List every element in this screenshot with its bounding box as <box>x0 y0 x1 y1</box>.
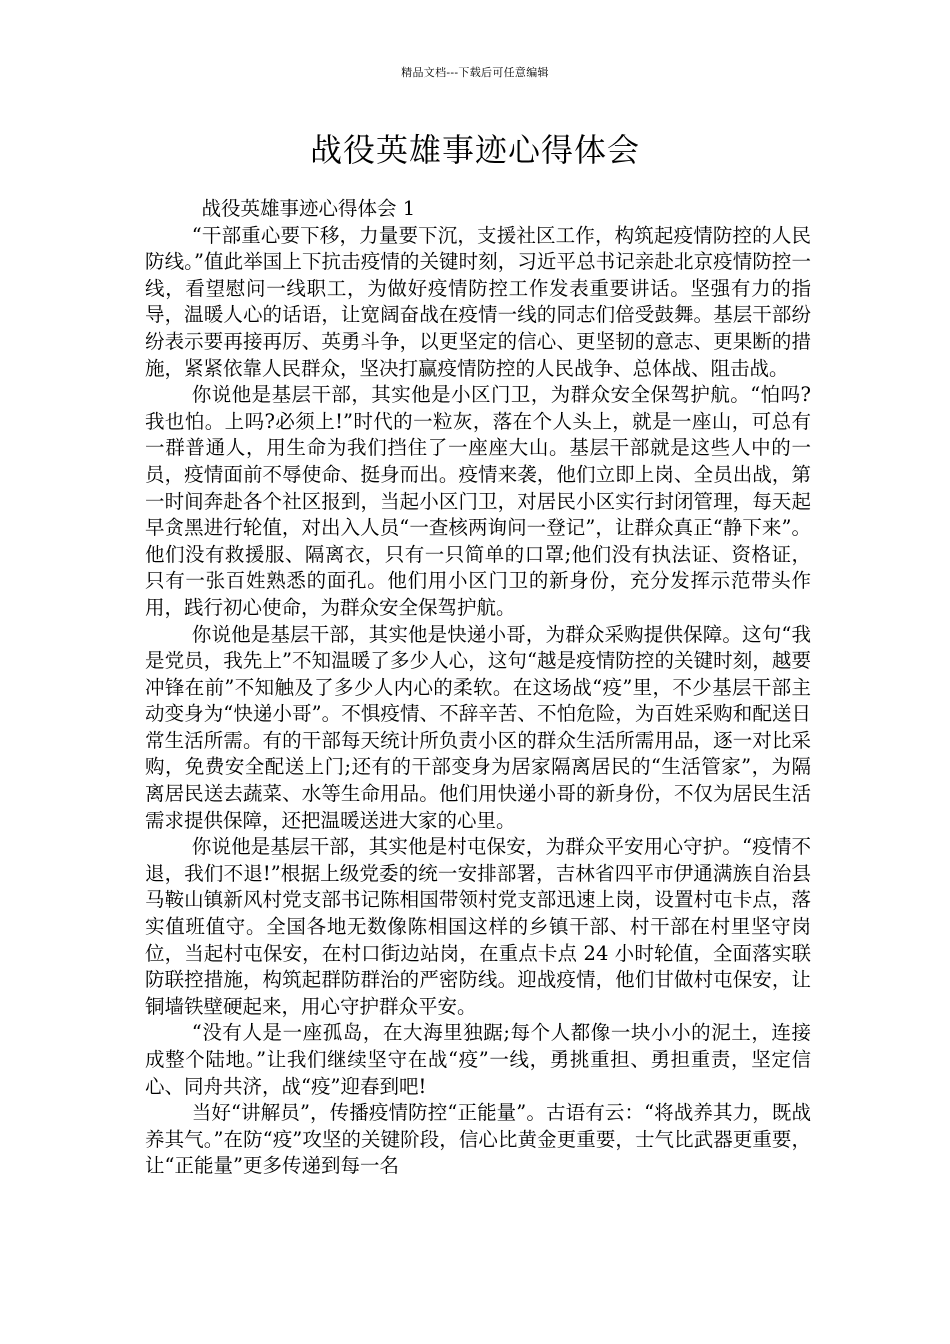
header-note: 精品文档---下载后可任意编辑 <box>401 66 549 79</box>
paragraph: “干部重心要下移，力量要下沉，支援社区工作，构筑起疫情防控的人民防线。”值此举国上下抗击疫情的关键时刻，习近平总书记亲赴北京疫情防控一线，看望慰问一线职工，为做好疫情防控工作发表重要讲话。坚强有力的指导，温暖人心的话语，让宽阔奋战在疫情一线的同志们倍受鼓舞。基层干部纷纷表示要再接再厉、英勇斗争，以更坚定的信心、更坚韧的意志、更果断的措施，紧紧依靠人民群众，坚决打赢疫情防控的人民战争、总体战、阻击战。 <box>145 223 811 380</box>
paragraph: 你说他是基层干部，其实他是村屯保安，为群众平安用心守护。“疫情不退，我们不退!”根据上级党委的统一安排部署，吉林省四平市伊通满族自治县马鞍山镇新风村党支部书记陈相国带领村党支部迅速上岗，设置村屯卡点，落实值班值守。全国各地无数像陈相国这样的乡镇干部、村干部在村里坚守岗位，当起村屯保安，在村口街边站岗，在重点卡点 24 小时轮值，全面落实联防联控措施，构筑起群防群治的严密防线。迎战疫情，他们甘做村屯保安，让铜墙铁壁硬起来，用心守护群众平安。 <box>145 835 811 1018</box>
paragraph: “没有人是一座孤岛，在大海里独踞;每个人都像一块小小的泥土，连接成整个陆地。”让我们继续坚守在战“疫”一线，勇挑重担、勇担重责，坚定信心、同舟共济，战“疫”迎春到吧! <box>145 1021 811 1098</box>
paragraph: 当好“讲解员”，传播疫情防控“正能量”。古语有云：“将战养其力，既战养其气。”在防“疫”攻坚的关键阶段，信心比黄金更重要，士气比武器更重要，让“正能量”更多传递到每一名 <box>145 1101 811 1178</box>
section-subheading: 战役英雄事迹心得体会 1 <box>201 197 416 220</box>
document-title: 战役英雄事迹心得体会 <box>309 131 640 169</box>
paragraph: 你说他是基层干部，其实他是快递小哥，为群众采购提供保障。这句“我是党员，我先上”不知温暖了多少人心，这句“越是疫情防控的关键时刻，越要冲锋在前”不知触及了多少人内心的柔软。在这场战“疫”里，不少基层干部主动变身为“快递小哥”。不惧疫情、不辞辛苦、不怕危险，为百姓采购和配送日常生活所需。有的干部每天统计所负责小区的群众生活所需用品，逐一对比采购，免费安全配送上门;还有的干部变身为居家隔离居民的“生活管家”，为隔离居民送去蔬菜、水等生命用品。他们用快递小哥的新身份，不仅为居民生活需求提供保障，还把温暖送进大家的心里。 <box>145 622 811 832</box>
document-body <box>145 196 811 1180</box>
paragraph: 你说他是基层干部，其实他是小区门卫，为群众安全保驾护航。“怕吗?我也怕。上吗?必须上!”时代的一粒灰，落在个人头上，就是一座山，可总有一群普通人，用生命为我们挡住了一座座大山。基层干部就是这些人中的一员，疫情面前不辱使命、挺身而出。疫情来袭，他们立即上岗、全员出战，第一时间奔赴各个社区报到，当起小区门卫，对居民小区实行封闭管理，每天起早贪黑进行轮值，对出入人员“一查核两询问一登记”，让群众真正“静下来”。他们没有救援服、隔离衣，只有一只简单的口罩;他们没有执法证、资格证，只有一张百姓熟悉的面孔。他们用小区门卫的新身份，充分发挥示范带头作用，践行初心使命，为群众安全保驾护航。 <box>145 383 811 619</box>
